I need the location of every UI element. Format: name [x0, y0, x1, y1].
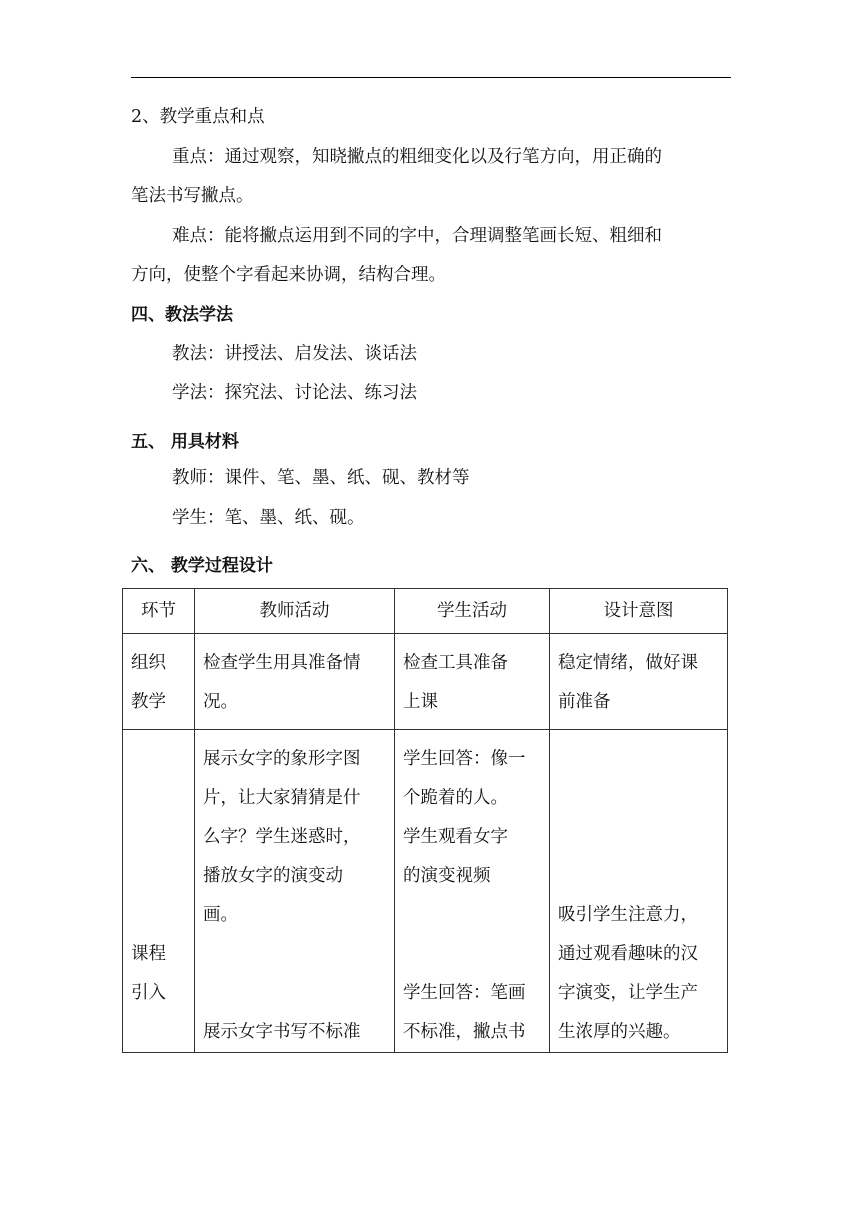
student-activity-text: 不标准，撇点书: [403, 1022, 526, 1042]
difficult-point-line-1: 难点：能将撇点运用到不同的字中，合理调整笔画长短、粗细和: [172, 226, 662, 246]
section-focus-title: 2、教学重点和点: [131, 107, 265, 127]
student-activity-cell: [395, 634, 550, 730]
teacher-activity-text: 展示女字书写不标准: [203, 1022, 361, 1042]
stage-text: 课程: [131, 944, 166, 964]
header-stage: 环节: [123, 589, 195, 634]
teacher-activity-text: 检查学生用具准备情: [203, 653, 361, 673]
header-design-intent: 设计意图: [550, 589, 728, 634]
teacher-activity-text: 么字？学生迷惑时，: [203, 827, 361, 847]
design-intent-text: 前准备: [558, 692, 611, 712]
teacher-activity-text: 播放女字的演变动: [203, 866, 343, 886]
teacher-activity-text: 况。: [203, 692, 238, 712]
design-intent-cell: [550, 634, 728, 730]
difficult-point-line-2: 方向，使整个字看起来协调，结构合理。: [131, 265, 446, 285]
student-activity-text: 的演变视频: [403, 866, 491, 886]
key-point-line-2: 笔法书写撇点。: [131, 186, 254, 206]
design-intent-text: 通过观看趣味的汉: [558, 944, 698, 964]
student-activity-cell: [395, 730, 550, 1053]
student-activity-text: 检查工具准备: [403, 653, 508, 673]
stage-text: 组织: [131, 653, 166, 673]
teacher-activity-cell: [195, 730, 395, 1053]
table-row: [123, 730, 728, 1053]
design-intent-cell: [550, 730, 728, 1053]
student-materials: 学生：笔、墨、纸、砚。: [172, 508, 365, 528]
student-activity-text: 学生回答：笔画: [403, 983, 526, 1003]
section-methods-title: 四、教法学法: [131, 305, 233, 325]
stage-cell: [123, 730, 195, 1053]
table-header-row: [123, 589, 728, 634]
section-process-title: 六、 教学过程设计: [131, 556, 273, 576]
section-materials-title: 五、 用具材料: [131, 432, 239, 452]
teacher-activity-text: 片，让大家猜猜是什: [203, 788, 361, 808]
student-activity-text: 学生观看女字: [403, 827, 508, 847]
design-intent-text: 稳定情绪，做好课: [558, 653, 698, 673]
student-activity-text: 个跪着的人。: [403, 788, 508, 808]
teacher-activity-cell: [195, 634, 395, 730]
design-intent-text: 生浓厚的兴趣。: [558, 1022, 681, 1042]
header-rule: [131, 77, 731, 78]
stage-text: 教学: [131, 692, 166, 712]
lesson-process-table: [122, 588, 728, 1053]
design-intent-text: 字演变，让学生产: [558, 983, 698, 1003]
header-student-activity: 学生活动: [395, 589, 550, 634]
teacher-materials: 教师：课件、笔、墨、纸、砚、教材等: [172, 468, 470, 488]
stage-text: 引入: [131, 983, 166, 1003]
header-teacher-activity: 教师活动: [195, 589, 395, 634]
table-row: [123, 634, 728, 730]
learning-method: 学法：探究法、讨论法、练习法: [172, 383, 417, 403]
student-activity-text: 上课: [403, 692, 438, 712]
teaching-method: 教法：讲授法、启发法、谈话法: [172, 344, 417, 364]
teacher-activity-text: 展示女字的象形字图: [203, 749, 361, 769]
stage-cell: [123, 634, 195, 730]
teacher-activity-text: 画。: [203, 905, 238, 925]
design-intent-text: 吸引学生注意力，: [558, 905, 698, 925]
student-activity-text: 学生回答：像一: [403, 749, 526, 769]
key-point-line-1: 重点：通过观察，知晓撇点的粗细变化以及行笔方向，用正确的: [172, 147, 662, 167]
